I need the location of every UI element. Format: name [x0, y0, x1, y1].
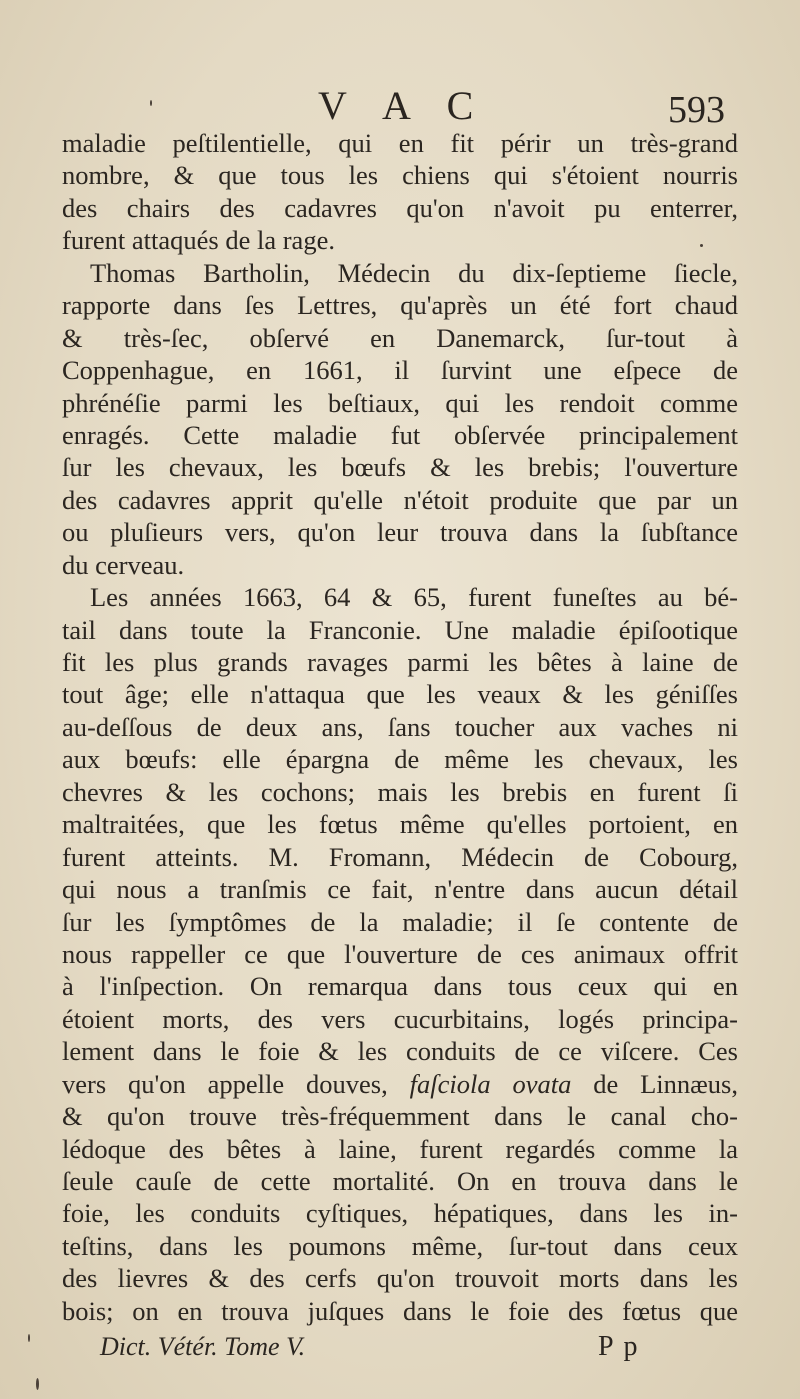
text-line-content: chevres & les cochons; mais les brebis en furent ſi [62, 776, 738, 807]
text-line-content: & qu'on trouve très-fréquemment dans le canal cho- [62, 1101, 738, 1132]
text-line-content: furent atteints. M. Fromann, Médecin de Cobourg, [62, 841, 738, 872]
text-line-content: à l'inſpection. On remarqua dans tous ceux qui en [62, 971, 738, 1002]
text-line [62, 938, 738, 970]
text-line [62, 906, 738, 938]
paper-speck [700, 244, 703, 247]
text-line [62, 127, 738, 159]
text-line [62, 970, 738, 1002]
text-line [62, 516, 738, 548]
text-line [62, 841, 738, 873]
text-line [62, 354, 738, 386]
text-line [62, 1230, 738, 1262]
page-footer [0, 1330, 800, 1370]
text-line [62, 387, 738, 419]
paper-speck [150, 100, 152, 106]
text-line-content: foie, les conduits cyſtiques, hépatiques, dans les in- [62, 1198, 738, 1229]
text-line-content: ou pluſieurs vers, qu'on leur trouva dans la ſubſtance [62, 517, 738, 548]
text-line-content: au-deſſous de deux ans, ſans toucher aux vaches ni [62, 711, 738, 742]
text-line-content: nombre, & que tous les chiens qui s'étoient nourris [62, 160, 738, 191]
text-line-content: ſeule cauſe de cette mortalité. On en trouva dans le [62, 1166, 738, 1196]
text-line [62, 873, 738, 905]
italic-term: faſciola ovata [409, 1068, 572, 1099]
gathering-mark: P p [598, 1331, 640, 1362]
text-line-content: des cadavres apprit qu'elle n'étoit produite que par un [62, 484, 738, 515]
text-line-content: des chairs des cadavres qu'on n'avoit pu enterrer, [62, 192, 738, 223]
text-line [62, 711, 738, 743]
text-line [62, 1133, 738, 1165]
text-line [62, 257, 738, 289]
text-line-content: fit les plus grands ravages parmi les bêtes à laine de [62, 647, 738, 677]
paper-speck [28, 1334, 30, 1342]
text-line-content: & très-ſec, obſervé en Danemarck, ſur-tout à [62, 322, 738, 353]
body-text [62, 127, 738, 1327]
text-line [62, 1100, 738, 1132]
text-line [62, 289, 738, 321]
text-line [62, 808, 738, 840]
text-line [62, 224, 738, 256]
text-line-content: ſur les ſymptômes de la maladie; il ſe contente de [62, 906, 738, 937]
text-line-content: lement dans le foie & les conduits de ce viſcere. Ces [62, 1036, 738, 1067]
text-line-content: phrénéſie parmi les beſtiaux, qui les rendoit comme [62, 387, 738, 418]
text-line-content: furent attaqués de la rage. [62, 225, 335, 256]
text-line-content: rapporte dans ſes Lettres, qu'après un été fort chaud [62, 290, 738, 321]
running-head [0, 84, 800, 132]
text-line [62, 1165, 738, 1197]
text-line [62, 1035, 738, 1067]
text-line [62, 776, 738, 808]
text-line-content: maltraitées, que les fœtus même qu'elles portoient, en [62, 809, 738, 840]
text-line-content: Coppenhague, en 1661, il ſurvint une eſpece de [62, 355, 738, 386]
signature-mark: Dict. Vétér. Tome V. [100, 1332, 306, 1361]
text-line [62, 419, 738, 451]
text-line-content: bois; on en trouva juſques dans le foie des fœtus que [62, 1295, 738, 1326]
page-number: 593 [668, 89, 725, 131]
text-line [62, 678, 738, 710]
text-line [62, 451, 738, 483]
text-line-content: vers qu'on appelle douves, [62, 1068, 410, 1099]
text-line-content: aux bœufs: elle épargna de même les chevaux, les [62, 744, 738, 775]
text-line [62, 159, 738, 191]
text-line-content: Les années 1663, 64 & 65, furent funeſtes au bé- [90, 582, 738, 613]
text-line-content: du cerveau. [62, 549, 185, 580]
text-line-content: nous rappeller ce que l'ouverture de ces animaux offrit [62, 938, 738, 969]
text-line [62, 743, 738, 775]
text-line-content: maladie peſtilentielle, qui en fit périr un très-grand [62, 128, 738, 158]
text-line [62, 484, 738, 516]
text-line-content: Thomas Bartholin, Médecin du dix-ſeptieme ſiecle, [90, 257, 738, 288]
text-line [62, 1003, 738, 1035]
text-line [62, 549, 738, 581]
text-line [62, 1262, 738, 1294]
text-line [62, 1197, 738, 1229]
text-line-content: lédoque des bêtes à laine, furent regardés comme la [62, 1133, 738, 1164]
text-line [62, 646, 738, 678]
text-line [62, 1068, 738, 1100]
text-line-content: qui nous a tranſmis ce fait, n'entre dans aucun détail [62, 874, 738, 905]
text-line-content: des lievres & des cerfs qu'on trouvoit morts dans les [62, 1263, 738, 1294]
running-head-title: V A C [318, 83, 488, 128]
text-line-content: tail dans toute la Franconie. Une maladie épiſootique [62, 614, 738, 645]
text-line-content: ſur les chevaux, les bœufs & les brebis; l'ouverture [62, 452, 738, 483]
text-line [62, 581, 738, 613]
text-line [62, 614, 738, 646]
text-line [62, 192, 738, 224]
paper-speck [36, 1378, 39, 1390]
text-line [62, 1295, 738, 1327]
text-line-content: étoient morts, des vers cucurbitains, logés principa- [62, 1003, 738, 1034]
text-line [62, 322, 738, 354]
text-line-content: tout âge; elle n'attaqua que les veaux & les géniſſes [62, 679, 738, 710]
text-line-content: teſtins, dans les poumons même, ſur-tout dans ceux [62, 1230, 738, 1261]
text-line-continuation: de Linnæus, [571, 1068, 738, 1099]
text-line-content: enragés. Cette maladie fut obſervée principalement [62, 419, 738, 450]
